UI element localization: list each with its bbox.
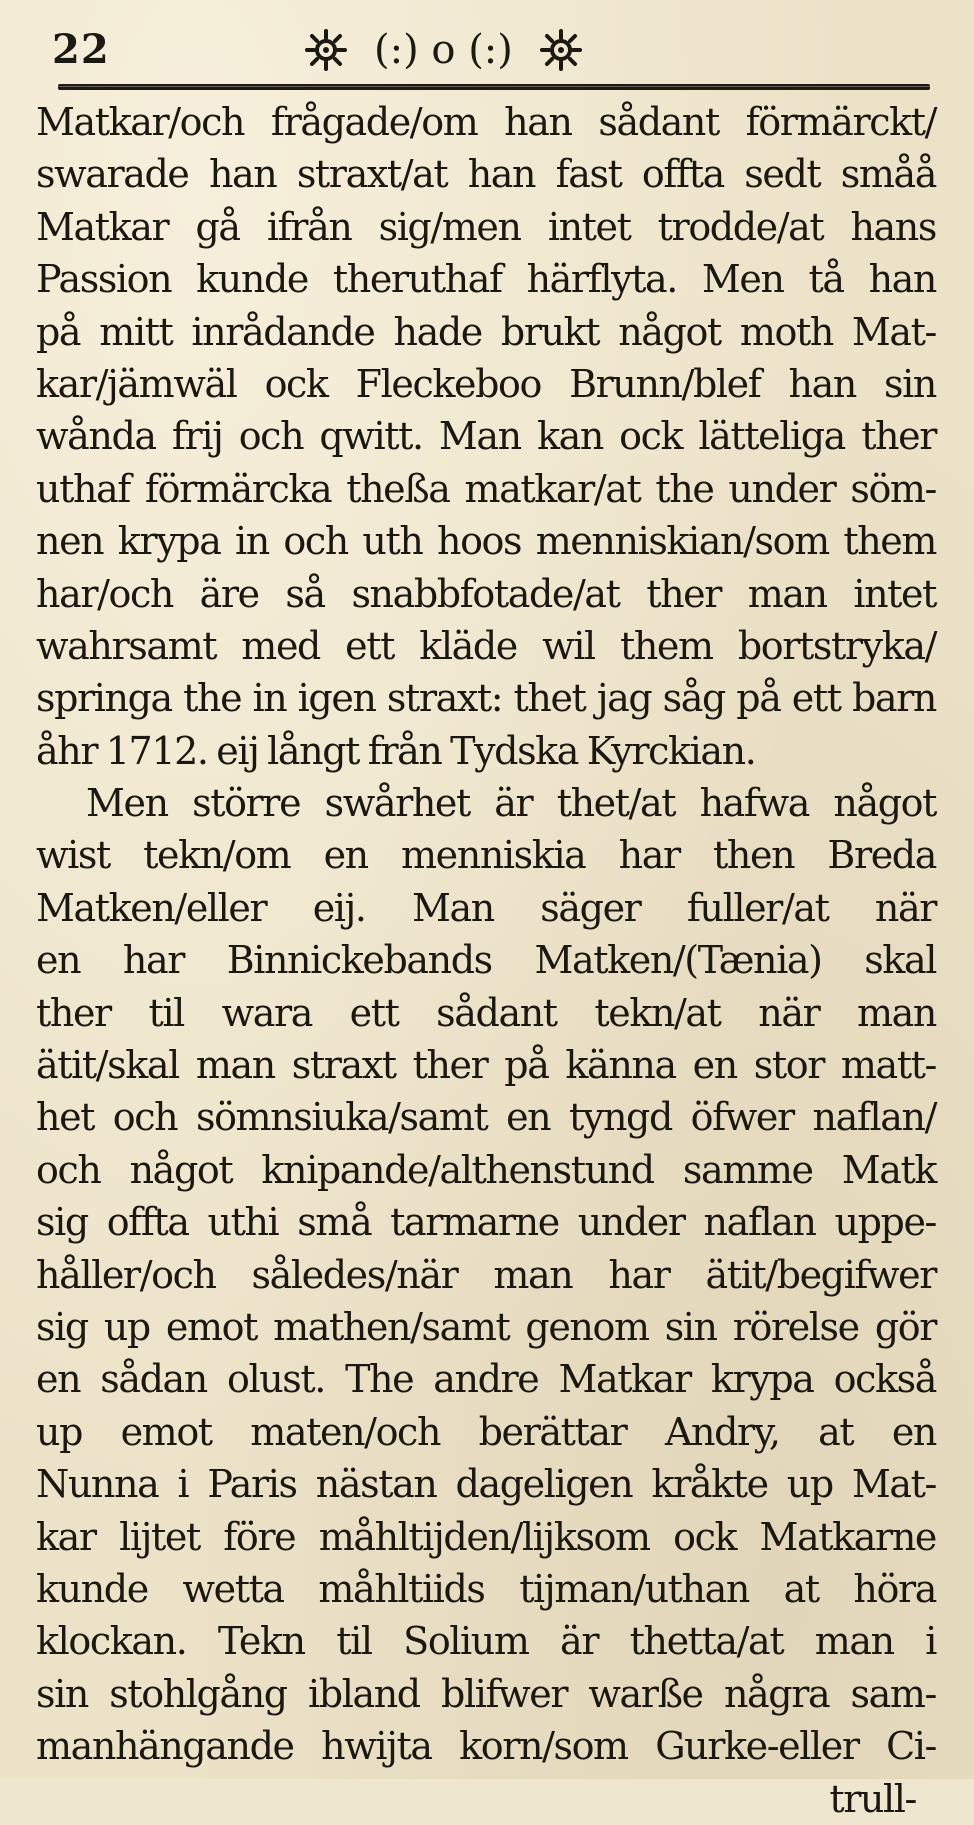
text-line: Men större swårhet är thet/at hafwa något xyxy=(86,781,936,826)
text-line: sig up emot mathen/samt genom sin rörelse gör xyxy=(36,1304,936,1349)
catchword: trull- xyxy=(829,1776,916,1821)
header-rule xyxy=(58,84,930,90)
text-line: uthaf förmärcka theßa matkar/at the under söm- xyxy=(36,466,936,511)
text-line: en har Binnickebands Matken/(Tænia) skal xyxy=(36,938,936,983)
text-line: ther til wara ett sådant tekn/at när man xyxy=(36,990,936,1035)
text-line: kar/jämwäl ock Fleckeboo Brunn/blef han sin xyxy=(36,361,936,406)
text-line: wahrsamt med ett kläde wil them bortstryka/ xyxy=(36,623,936,668)
text-line: manhängande hwijta korn/som Gurke-eller Ci- xyxy=(36,1724,936,1769)
text-line: Matkar/och frågade/om han sådant förmärckt/ xyxy=(36,100,936,144)
text-line: Matken/eller eij. Man säger fuller/at när xyxy=(36,885,936,930)
text-line: Passion kunde theruthaf härflyta. Men tå han xyxy=(36,257,936,302)
text-line: och något knipande/althenstund samme Matk xyxy=(36,1147,936,1192)
text-line: en sådan olust. The andre Matkar krypa också xyxy=(36,1357,936,1402)
text-line: kunde wetta måhltiids tijman/uthan at höra xyxy=(36,1566,936,1611)
text-line: Nunna i Paris nästan dageligen kråkte up Mat- xyxy=(36,1462,936,1507)
text-line: nen krypa in och uth hoos menniskian/som them xyxy=(36,519,936,564)
text-line: klockan. Tekn til Solium är thetta/at man i xyxy=(36,1619,936,1664)
text-line: ätit/skal man straxt ther på känna en stor matt- xyxy=(36,1043,936,1088)
page-header xyxy=(44,22,934,82)
page-number: 22 xyxy=(52,26,110,73)
text-line: kar lijtet före måhltijden/lijksom ock Matkarne xyxy=(36,1514,936,1559)
ornament-mark: (:) o (:) xyxy=(374,27,513,73)
text-line: wist tekn/om en menniskia har then Breda xyxy=(36,833,936,878)
text-line: Matkar gå ifrån sig/men intet trodde/at hans xyxy=(36,204,936,249)
header-ornament xyxy=(304,22,583,78)
fleuron-left-icon xyxy=(304,28,348,72)
text-line: up emot maten/och berättar Andry, at en xyxy=(36,1409,936,1454)
text-line: har/och äre så snabbfotade/at ther man intet xyxy=(36,571,936,616)
body-text xyxy=(36,96,936,1825)
text-line: sig offta uthi små tarmarne under naflan uppe- xyxy=(36,1200,936,1245)
text-line: springa the in igen straxt: thet jag såg på ett barn xyxy=(36,676,936,721)
fleuron-right-icon xyxy=(539,28,583,72)
text-line: åhr 1712. eij långt från Tydska Kyrckian. xyxy=(36,728,756,773)
text-line: swarade han straxt/at han fast offta sedt småå xyxy=(36,152,936,197)
text-line: het och sömnsiuka/samt en tyngd öfwer naflan/ xyxy=(36,1095,936,1140)
text-line: sin stohlgång ibland blifwer warße några sam- xyxy=(36,1671,936,1716)
text-line: på mitt inrådande hade brukt något moth Mat- xyxy=(36,309,936,354)
text-line: wånda frij och qwitt. Man kan ock lätteliga ther xyxy=(36,414,936,459)
text-line: håller/och således/när man har ätit/begifwer xyxy=(36,1252,936,1297)
